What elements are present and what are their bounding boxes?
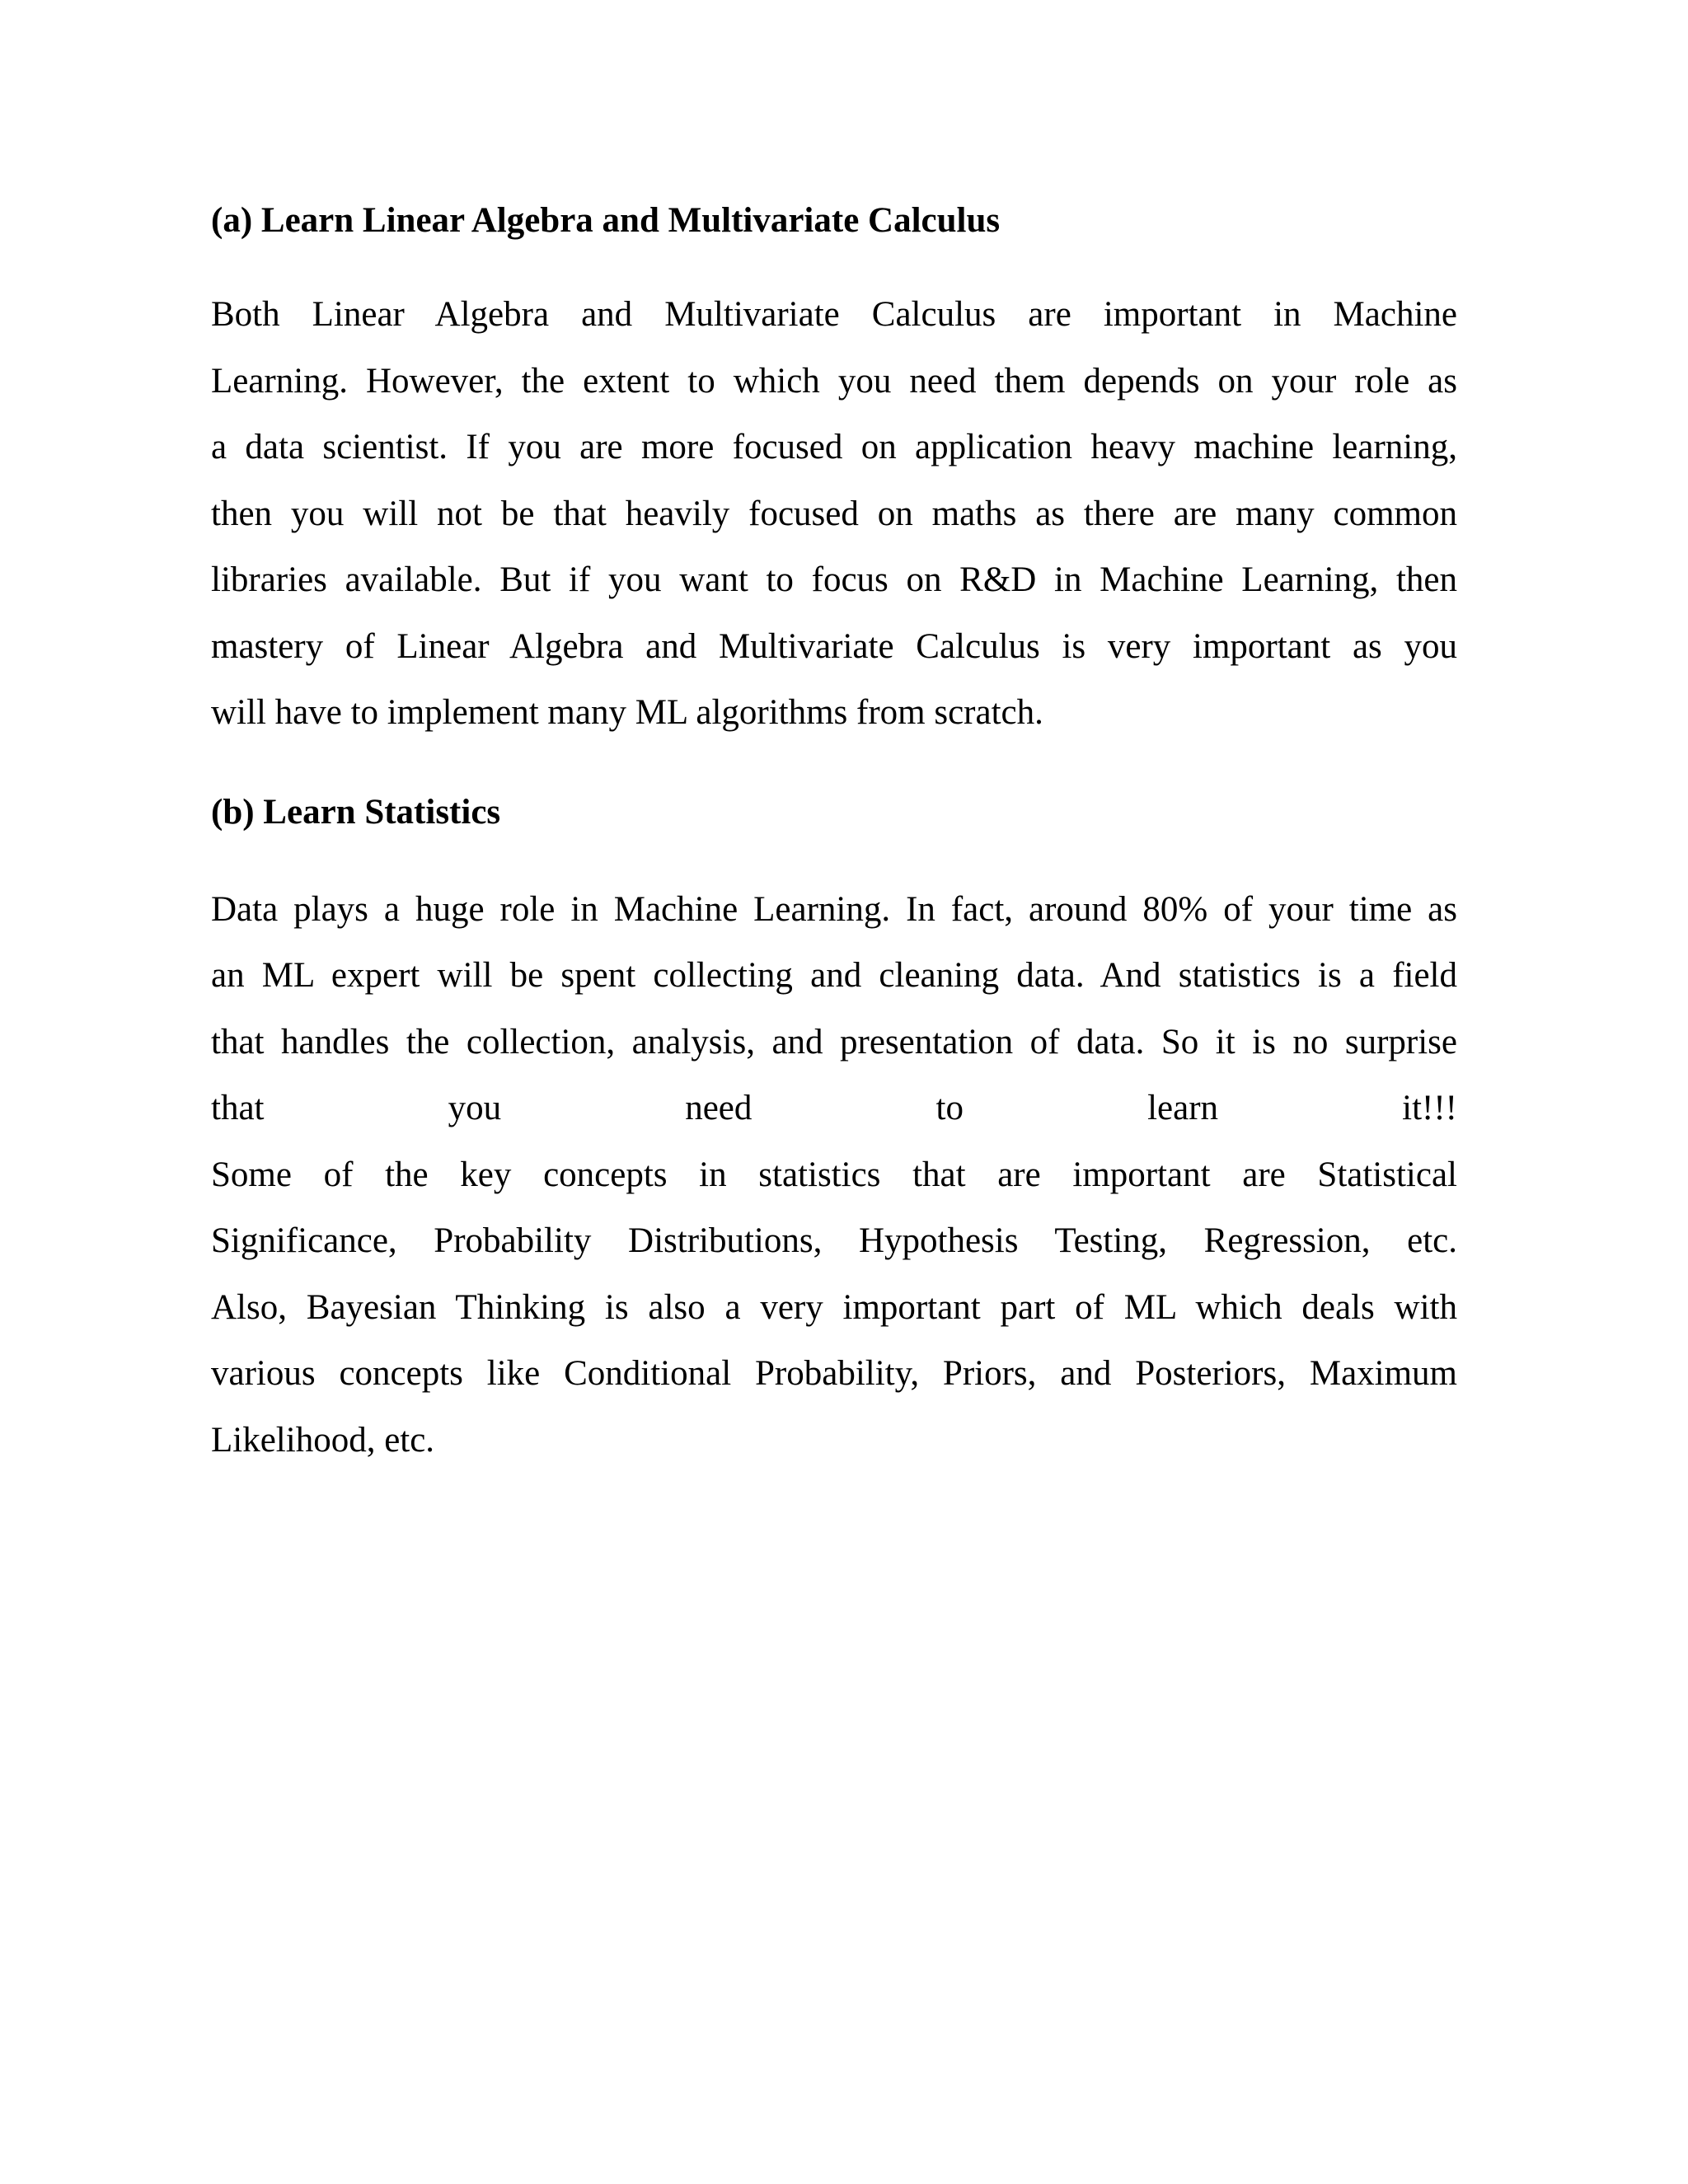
section-b-paragraph [211, 877, 1457, 1474]
text-line: Both Linear Algebra and Multivariate Calculus are important in Machine [211, 295, 1457, 334]
text-line: then you will not be that heavily focused on maths as there are many common [211, 494, 1457, 533]
text-line: Data plays a huge role in Machine Learning. In fact, around 80% of your time as [211, 889, 1457, 929]
text-line: an ML expert will be spent collecting and cleaning data. And statistics is a field [211, 956, 1457, 995]
text-line: Significance, Probability Distributions, Hypothesis Testing, Regression, etc. [211, 1221, 1457, 1260]
text-line: Some of the key concepts in statistics that are important are Statistical [211, 1155, 1457, 1194]
text-line: Learning. However, the extent to which you need them depends on your role as [211, 361, 1457, 401]
text-line: various concepts like Conditional Probability, Priors, and Posteriors, Maximum [211, 1354, 1457, 1393]
text-line: libraries available. But if you want to focus on R&D in Machine Learning, then [211, 560, 1457, 599]
text-line: Likelihood, etc. [211, 1420, 435, 1460]
document-content [211, 196, 1457, 1474]
text-line: mastery of Linear Algebra and Multivariate Calculus is very important as you [211, 626, 1457, 666]
text-line: will have to implement many ML algorithms from scratch. [211, 693, 1043, 732]
section-a-heading: (a) Learn Linear Algebra and Multivariate Calculus [211, 201, 1001, 240]
text-line: Also, Bayesian Thinking is also a very important part of ML which deals with [211, 1287, 1457, 1327]
text-line: a data scientist. If you are more focused on application heavy machine learning, [211, 428, 1457, 466]
section-b-heading: (b) Learn Statistics [211, 792, 501, 832]
text-line: that handles the collection, analysis, and presentation of data. So it is no surprise [211, 1022, 1457, 1062]
text-line: that you need to learn it!!! [211, 1089, 1457, 1127]
section-a-paragraph [211, 282, 1457, 747]
